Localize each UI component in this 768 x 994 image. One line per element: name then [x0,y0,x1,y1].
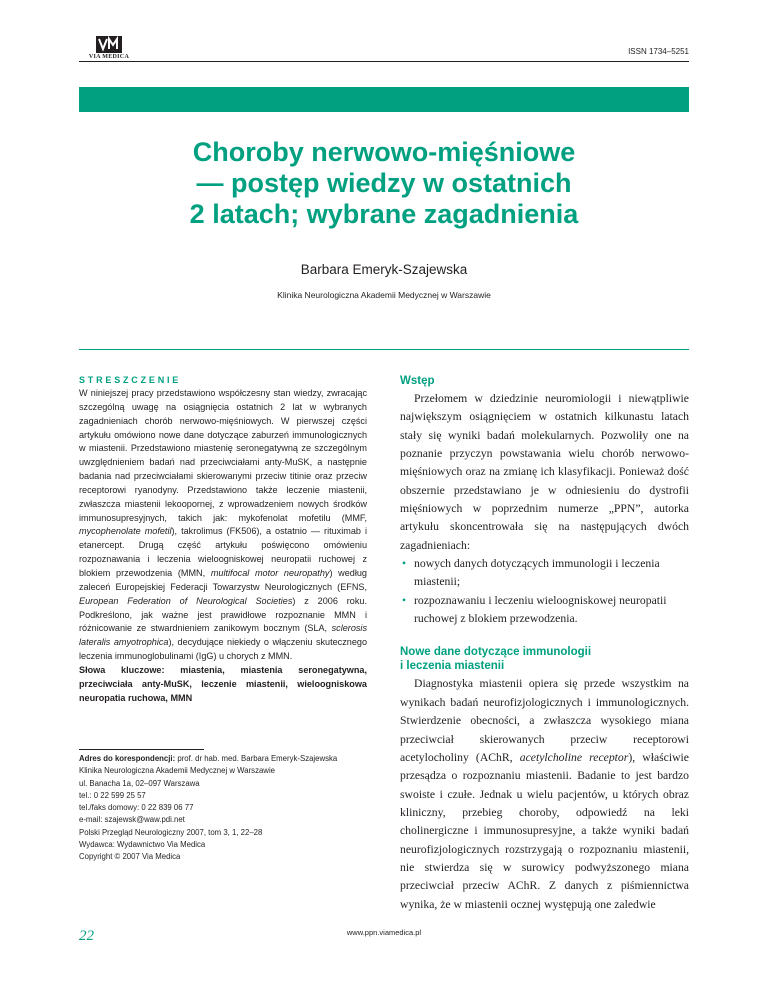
section2-paragraph: Diagnostyka miastenii opiera się przede wszystkim na wynikach badań neurofizjologicznych i immunologicznych. Stwierdzenie obecności, a zwłaszcza wysokiego miana przeciwciał skierowanych przeciw receptorowi acetylocholiny (AChR, acetylcholine receptor), właściwie przesądza o rozpoznaniu miastenii. Badanie to jest bardzo swoiste i czułe. Jednak u wielu pacjentów, u których obraz kliniczny, przebieg choroby, odpowiedź na leki cholinergiczne i immunosupresyjne, a także wyniki badań neurofizjologicznych rozstrzygają o rozpoznaniu miastenii, nie stwierdza się w surowicy podwyższonego miana przeciwciał przeciw AChR. Z danych z piśmiennictwa wynika, że w miastenii ocznej występują one zaledwie [400,677,689,911]
section-rule [79,349,689,350]
correspondence-line: tel./faks domowy: 0 22 839 06 77 [79,803,194,813]
affiliation: Klinika Neurologiczna Akademii Medycznej w Warszawie [277,290,491,300]
title-line: 2 latach; wybrane zagadnienia [189,199,579,229]
main-column [400,374,689,914]
title-line: Choroby nerwowo-mięśniowe [192,137,576,167]
correspondence-line: Copyright © 2007 Via Medica [79,852,181,862]
section2-heading: Nowe dane dotyczące immunologii i leczenia miastenii [400,646,592,673]
correspondence-label: Adres do korespondencji: [79,754,176,763]
intro-list [400,555,689,628]
publisher-name: VIA MEDICA [88,54,130,60]
intro-paragraph: Przełomem w dziedzinie neuromiologii i niewątpliwie największym osiągnięciem w ostatnich kilkunastu latach stały się wyniki badań molekularnych. Pozwoliły one na poznanie przyczyn powstawania wielu chorób nerwowo-mięśniowych oraz na zmianę ich klasyfikacji. Ponieważ dość obszernie przedstawiano je w odniesieniu do dystrofii mięśniowych w poprzednim numerze „PPN”, autorka artykułu skoncentrowała się na następujących dwóch zagadnieniach: [400,392,689,552]
correspondence-line: Polski Przegląd Neurologiczny 2007, tom 3, 1, 22–28 [79,827,263,837]
list-item: • rozpoznawaniu i leczeniu wieloogniskowej neuropatii ruchowej z blokiem przewodzenia. [400,592,689,629]
correspondence-line: Wydawca: Wydawnictwo Via Medica [79,840,206,850]
correspondence [79,753,379,864]
correspondence-name: prof. dr hab. med. Barbara Emeryk-Szajewska [175,754,338,763]
correspondence-line: tel.: 0 22 599 25 57 [79,790,146,800]
abstract-body: W niniejszej pracy przedstawiono współczesny stan wiedzy, zwracając szczególną uwagę na osiągnięcia ostatnich 2 lat w wybranych zagadnieniach chorób nerwowo-mięśniowych. W pierwszej części artykułu omówiono nowe dane dotyczące zaburzeń immunologicznych w miastenii. Przedstawiono miastenię seronegatywną ze szczególnym uwzględnieniem badań nad przeciwciałami anty-MuSK, a następnie badania nad przeciwciałami skierowanymi przeciw titinie oraz przeciw receptorowi ryanodyny. Przedstawiono także leczenie miastenii, zwłaszcza miastenii lekoopornej, z wprowadzeniem nowych środków immunosupresyjnych, takich jak: mykofenolat mofetilu (MMF, mycophenolate mofetil), takrolimus (FK506), a ostatnio — rituximab i etanercept. Drugą część artykułu poświęcono omówieniu rozpoznawania i leczenia wieloogniskowej neuropatii ruchowej z blokiem przewodzenia (MMN, multifocal motor neuropathy) według zaleceń Europejskiej Federacji Towarzystw Neurologicznych (EFNS, European Federation of Neurological Societies) z 2006 roku. Podkreślono, jak ważne jest prawidłowe rozpoznanie MMN i różnicowanie ze stwardnieniem zanikowym bocznym (SLA, sclerosis lateralis amyotrophica), decydujące niekiedy o włączeniu skutecznego leczenia immunoglobulinami (IgG) u chorych z MMN. [79,388,368,662]
top-rule [79,61,689,62]
intro-heading: Wstęp [400,375,435,387]
page-number: 22 [79,928,94,944]
abstract-heading: STRESZCZENIE [79,375,182,385]
footer-url[interactable]: www.ppn.viamedica.pl [346,928,422,937]
keywords: Słowa kluczowe: miastenia, miastenia seronegatywna, przeciwciała anty-MuSK, leczenie miastenii, wieloogniskowa neuropatia ruchowa, MMN [79,664,367,703]
list-item: • nowych danych dotyczących immunologii i leczenia miastenii; [400,555,689,592]
publisher-logo [79,36,139,60]
article-title [79,137,689,230]
correspondence-line: Klinika Neurologiczna Akademii Medycznej w Warszawie [79,766,276,776]
via-medica-logo-icon [96,36,122,53]
correspondence-rule [79,749,204,750]
correspondence-line: ul. Banacha 1a, 02–097 Warszawa [79,778,200,788]
author: Barbara Emeryk-Szajewska [300,262,468,277]
abstract [79,374,367,705]
correspondence-email[interactable]: e-mail: szajewsk@waw.pdi.net [79,815,185,825]
header-band [79,87,689,112]
title-line: — postęp wiedzy w ostatnich [196,168,572,198]
issn: ISSN 1734–5251 [628,47,689,56]
